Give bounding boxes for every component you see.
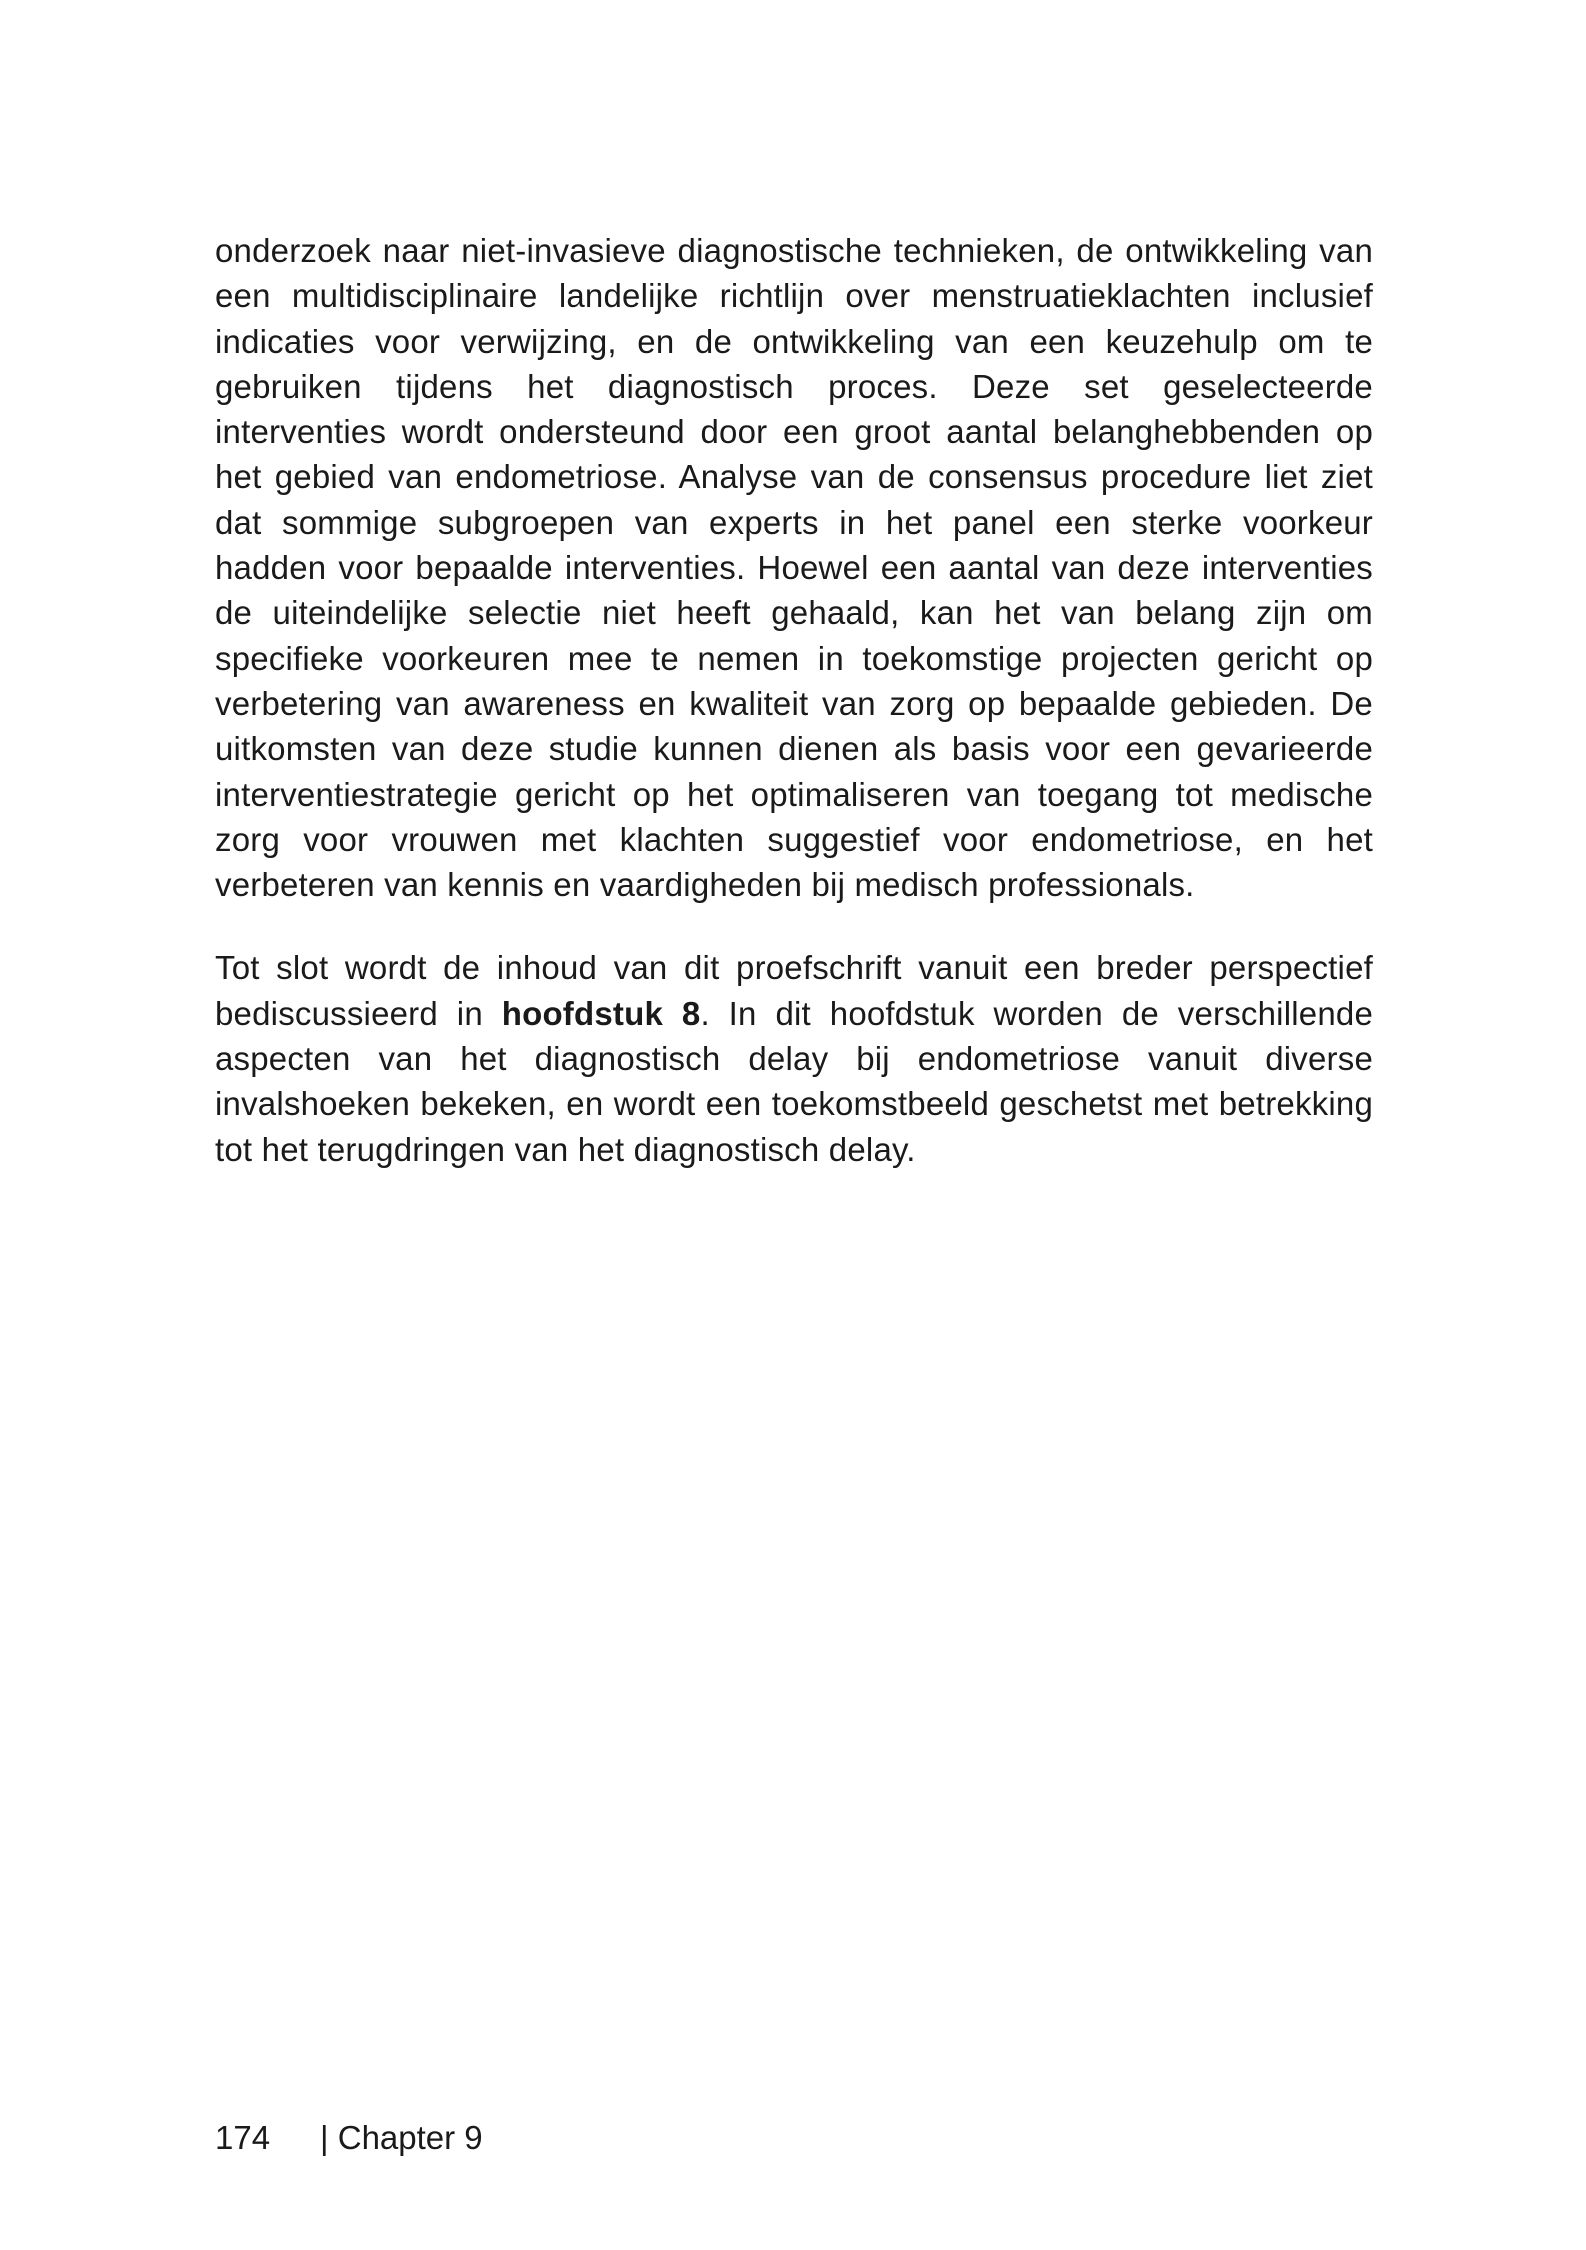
page-body: [215, 228, 1373, 1172]
page-footer: [215, 2118, 483, 2158]
paragraph-2-text-end: . In dit hoofdstuk worden de verschillende aspecten van het diagnostisch delay bij endometriose vanuit diverse invalshoeken bekeken, en wordt een toekomstbeeld geschetst met betrekking tot het terugdringen van het diagnostisch delay.: [215, 994, 1373, 1168]
body-paragraph-2: [215, 945, 1373, 1171]
paragraph-2-text-start: Tot slot wordt de inhoud van dit proefschrift vanuit een breder perspectief bediscussieerd in: [215, 949, 1373, 1032]
chapter-reference: hoofdstuk 8: [501, 994, 701, 1032]
chapter-label: | Chapter 9: [320, 2119, 483, 2156]
page-number: 174: [215, 2119, 271, 2156]
body-paragraph-1: onderzoek naar niet-invasieve diagnostische technieken, de ontwikkeling van een multidisciplinaire landelijke richtlijn over menstruatieklachten inclusief indicaties voor verwijzing, en de ontwikkeling van een keuzehulp om te gebruiken tijdens het diagnostisch proces. Deze set geselecteerde interventies wordt ondersteund door een groot aantal belanghebbenden op het gebied van endometriose. Analyse van de consensus procedure liet ziet dat sommige subgroepen van experts in het panel een sterke voorkeur hadden voor bepaalde interventies. Hoewel een aantal van deze interventies de uiteindelijke selectie niet heeft gehaald, kan het van belang zijn om specifieke voorkeuren mee te nemen in toekomstige projecten gericht op verbetering van awareness en kwaliteit van zorg op bepaalde gebieden. De uitkomsten van deze studie kunnen dienen als basis voor een gevarieerde interventiestrategie gericht op het optimaliseren van toegang tot medische zorg voor vrouwen met klachten suggestief voor endometriose, en het verbeteren van kennis en vaardigheden bij medisch professionals.: [215, 232, 1373, 904]
